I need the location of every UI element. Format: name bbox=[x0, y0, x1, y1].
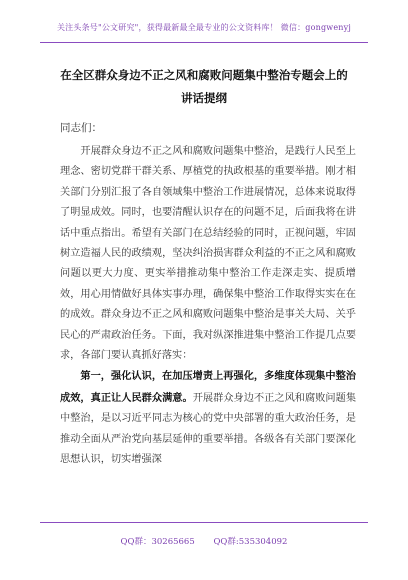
footer bbox=[0, 535, 408, 547]
salutation: 同志们： bbox=[60, 122, 102, 134]
header-notice: 关注头条号"公文研究"，获得最新最全最专业的公文资料库！ 微信：gongwenyj bbox=[56, 23, 352, 32]
point-1-heading: 第一，强化认识，在加压增责上再强化，多维度体现集中整治成效，真正让人民群众满意。 bbox=[60, 370, 356, 404]
footer-divider bbox=[40, 522, 368, 523]
document-body bbox=[60, 142, 356, 471]
document-title-line1: 在全区群众身边不正之风和腐败问题集中整治专题会上的 bbox=[60, 68, 348, 82]
document-title-line2: 讲话提纲 bbox=[181, 91, 227, 105]
footer-qq-group-2: QQ群:535304092 bbox=[213, 537, 288, 547]
footer-qq-group-1: QQ群：30265665 bbox=[120, 537, 195, 547]
paragraph-2 bbox=[60, 366, 356, 470]
paragraph-1: 开展群众身边不正之风和腐败问题集中整治，是践行人民至上理念、密切党群干群关系、厚植党的执政根基的重要举措。刚才相关部门分别汇报了各自领域集中整治工作进展情况，总体来说取得了明显成效。同时，也要清醒认识存在的问题不足，后面我将在讲话中重点指出。希望有关部门在总结经验的同时，正视问题，牢固树立造福人民的政绩观，坚决纠治损害群众利益的不正之风和腐败问题以更大力度、更实举措推动集中整治工作走深走实、提质增效，用心用情做好具体实事办理，确保集中整治工作取得实实在在的成效。群众身边不正之风和腐败问题集中整治是事关大局、关乎民心的严肃政治任务。下面，我对纵深推进集中整治工作提几点要求，各部门要认真抓好落实： bbox=[60, 146, 356, 362]
point-1-text: 开展群众身边不正之风和腐败问题集中整治，是以习近平同志为核心的党中央部署的重大政治任务，是推动全面从严治党向基层延伸的重要举措。各级各有关部门要深化思想认识，切实增强深 bbox=[60, 392, 357, 466]
header-divider bbox=[40, 42, 368, 43]
